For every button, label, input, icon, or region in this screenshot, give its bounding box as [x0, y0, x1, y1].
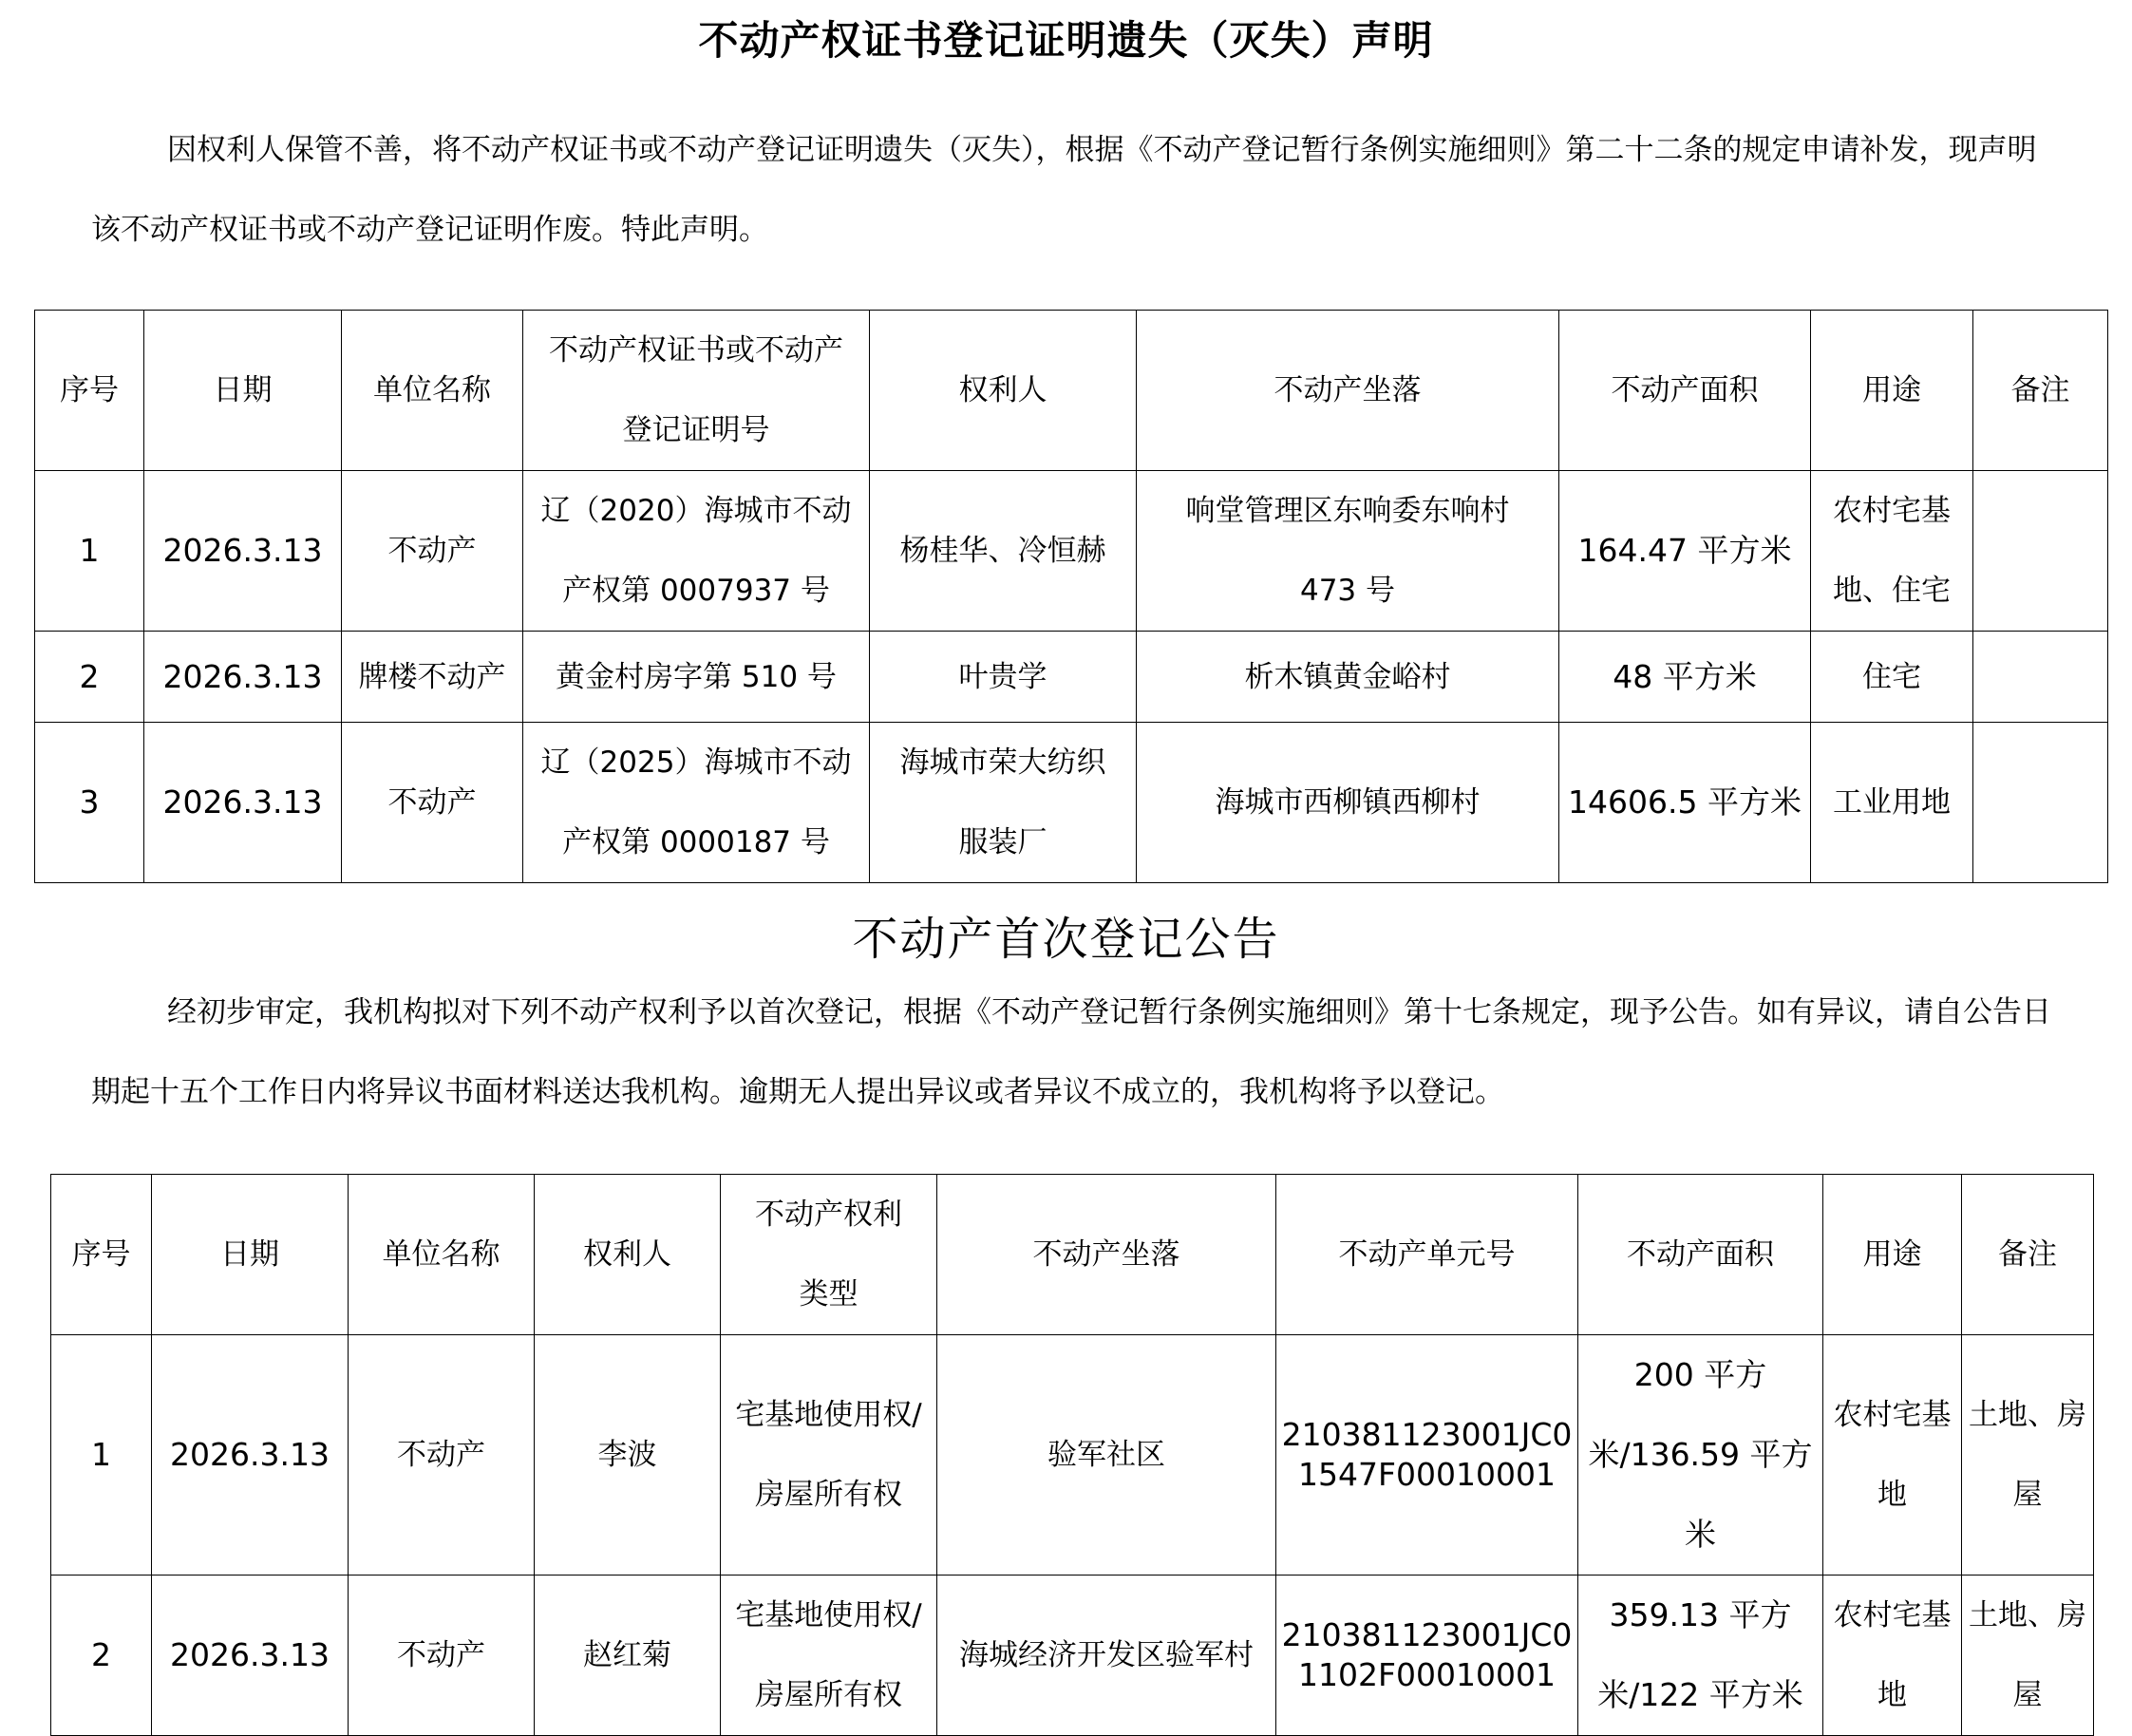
- cell-use: 住宅: [1811, 632, 1973, 723]
- header-cell: 用途: [1811, 311, 1973, 471]
- table-row: [35, 632, 2108, 723]
- cell-remark: [1973, 471, 2108, 632]
- table-header-row: [35, 311, 2108, 471]
- cell-no: 2: [51, 1576, 152, 1736]
- cell-cert: 黄金村房字第 510 号: [523, 632, 870, 723]
- cell-unit: 不动产: [342, 723, 523, 883]
- right-type-text: 宅基地使用权/房屋所有权: [735, 1598, 922, 1712]
- header-cell: 不动产面积: [1559, 311, 1811, 471]
- unit-no-text: 210381123001JC01102F00010001: [1281, 1616, 1573, 1693]
- header-cell: 不动产坐落: [1137, 311, 1559, 471]
- cell-cert: [523, 723, 870, 883]
- cell-date: 2026.3.13: [144, 723, 342, 883]
- cell-unit-no: [1276, 1576, 1578, 1736]
- header-cell: 日期: [144, 311, 342, 471]
- use-text: 农村宅基地: [1833, 1398, 1952, 1512]
- cell-area: [1578, 1335, 1823, 1576]
- area-text: 200 平方米/136.59 平方米: [1588, 1356, 1813, 1553]
- table-row: [51, 1335, 2094, 1576]
- announcement-title: 不动产首次登记公告: [852, 913, 1280, 966]
- header-cell: 权利人: [870, 311, 1137, 471]
- remark-text: 土地、房屋: [1969, 1598, 2086, 1712]
- cell-area: [1578, 1576, 1823, 1736]
- header-cell: 单位名称: [349, 1175, 535, 1335]
- cell-remark: [1973, 632, 2108, 723]
- cell-date: 2026.3.13: [144, 471, 342, 632]
- cell-unit: 不动产: [349, 1576, 535, 1736]
- header-cell: 不动产坐落: [937, 1175, 1276, 1335]
- header-cell: 序号: [51, 1175, 152, 1335]
- cell-use: [1811, 471, 1973, 632]
- table-row: [35, 471, 2108, 632]
- cell-unit: 不动产: [342, 471, 523, 632]
- cell-holder: 叶贵学: [870, 632, 1137, 723]
- area-text: 359.13 平方米/122 平方米: [1597, 1596, 1803, 1713]
- header-cell: 备注: [1973, 311, 2108, 471]
- cell-holder: [870, 723, 1137, 883]
- header-cell: 备注: [1962, 1175, 2094, 1335]
- cell-date: 2026.3.13: [144, 632, 342, 723]
- cell-area: 48 平方米: [1559, 632, 1811, 723]
- table-row: [51, 1576, 2094, 1736]
- header-cell: 权利人: [535, 1175, 721, 1335]
- cert-text: 辽（2020）海城市不动产权第 0007937 号: [540, 494, 852, 608]
- cell-area: 164.47 平方米: [1559, 471, 1811, 632]
- header-cell: 日期: [152, 1175, 349, 1335]
- cell-no: 3: [35, 723, 144, 883]
- use-text: 农村宅基地: [1833, 1598, 1952, 1712]
- cell-holder: 李波: [535, 1335, 721, 1576]
- cell-cert: [523, 471, 870, 632]
- cell-right-type: [721, 1576, 937, 1736]
- cell-remark: [1973, 723, 2108, 883]
- cell-unit-no: [1276, 1335, 1578, 1576]
- cell-area: 14606.5 平方米: [1559, 723, 1811, 883]
- cell-right-type: [721, 1335, 937, 1576]
- remark-text: 土地、房屋: [1969, 1398, 2086, 1512]
- cell-no: 1: [35, 471, 144, 632]
- cell-date: 2026.3.13: [152, 1576, 349, 1736]
- cell-use: [1823, 1576, 1962, 1736]
- cell-no: 1: [51, 1335, 152, 1576]
- cell-location: 海城经济开发区验军村: [937, 1576, 1276, 1736]
- cell-remark: [1962, 1576, 2094, 1736]
- header-cell: 序号: [35, 311, 144, 471]
- cell-remark: [1962, 1335, 2094, 1576]
- header-cell: [721, 1175, 937, 1335]
- table-row: [35, 723, 2108, 883]
- cell-unit: 不动产: [349, 1335, 535, 1576]
- loss-declaration-table: [34, 310, 2108, 883]
- header-text: 不动产权证书或不动产登记证明号: [549, 333, 843, 447]
- header-cell: [523, 311, 870, 471]
- cell-use: 工业用地: [1811, 723, 1973, 883]
- header-cell: 不动产单元号: [1276, 1175, 1578, 1335]
- header-cell: 用途: [1823, 1175, 1962, 1335]
- cell-use: [1823, 1335, 1962, 1576]
- header-cell: 单位名称: [342, 311, 523, 471]
- cell-date: 2026.3.13: [152, 1335, 349, 1576]
- first-registration-table: [50, 1174, 2094, 1736]
- cell-location: [1137, 471, 1559, 632]
- table-header-row: [51, 1175, 2094, 1335]
- location-text: 响堂管理区东响委东响村 473 号: [1185, 494, 1510, 608]
- cert-text: 辽（2025）海城市不动产权第 0000187 号: [540, 745, 852, 859]
- notice-title: 不动产权证书登记证明遗失（灭失）声明: [698, 17, 1434, 64]
- cell-holder: 赵红菊: [535, 1576, 721, 1736]
- cell-unit: 牌楼不动产: [342, 632, 523, 723]
- right-type-text: 宅基地使用权/房屋所有权: [735, 1398, 922, 1512]
- notice-paragraph: 因权利人保管不善，将不动产权证书或不动产登记证明遗失（灭失），根据《不动产登记暂行条例实施细则》第二十二条的规定申请补发，现声明该不动产权证书或不动产登记证明作废。特此声明。: [91, 133, 2037, 247]
- header-text: 不动产权利类型: [755, 1198, 902, 1311]
- holder-text: 海城市荣大纺织服装厂: [899, 745, 1106, 859]
- unit-no-text: 210381123001JC01547F00010001: [1281, 1416, 1573, 1493]
- cell-location: 析木镇黄金峪村: [1137, 632, 1559, 723]
- announcement-paragraph: 经初步审定，我机构拟对下列不动产权利予以首次登记，根据《不动产登记暂行条例实施细则》第十七条规定，现予公告。如有异议，请自公告日期起十五个工作日内将异议书面材料送达我机构。逾期无人提出异议或者异议不成立的，我机构将予以登记。: [91, 995, 2051, 1109]
- header-cell: 不动产面积: [1578, 1175, 1823, 1335]
- use-text: 农村宅基地、住宅: [1833, 494, 1951, 608]
- cell-location: 验军社区: [937, 1335, 1276, 1576]
- cell-location: 海城市西柳镇西柳村: [1137, 723, 1559, 883]
- cell-no: 2: [35, 632, 144, 723]
- cell-holder: 杨桂华、冷恒赫: [870, 471, 1137, 632]
